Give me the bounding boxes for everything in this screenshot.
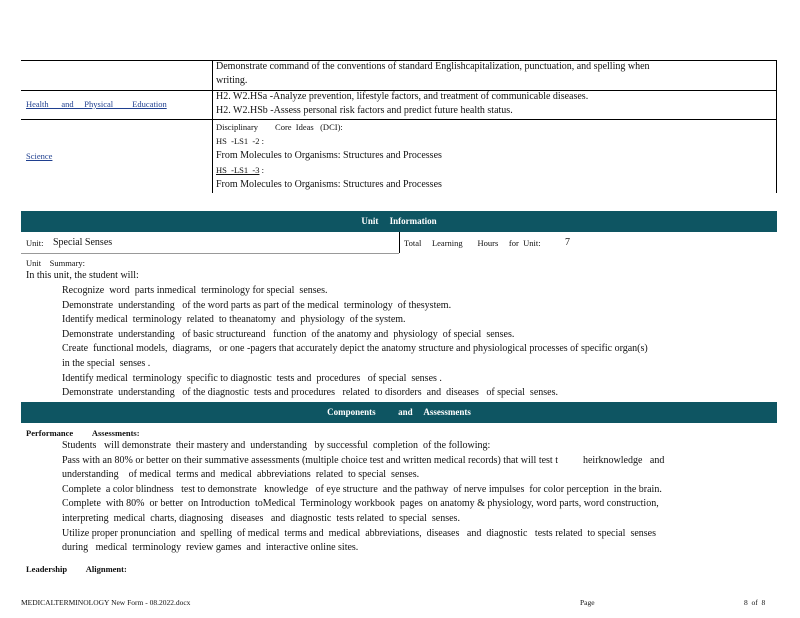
list-item: Identify medical terminology specific to diagnostic tests and procedures of special senses .	[62, 372, 442, 384]
list-item: Identify medical terminology related to theanatomy and physiology of the system.	[62, 314, 406, 326]
unit-label: Unit:	[26, 238, 44, 248]
leadership-alignment-label: Leadership Alignment:	[26, 564, 127, 574]
science-code: HS -LS1 -2 :	[216, 136, 264, 146]
science-code-suffix: :	[259, 165, 264, 175]
total-hours-value: 7	[565, 237, 570, 248]
unit-row-underline	[21, 253, 399, 254]
list-item: Demonstrate understanding of the diagnostic tests and procedures related to disorders and diseases of special senses.	[62, 387, 558, 399]
footer-page-number: 8 of 8	[744, 598, 766, 607]
science-code-underlined: HS -LS1 -3	[216, 165, 260, 175]
footer-filename: MEDICALTERMINOLOGY New Form - 08.2022.docx	[21, 598, 191, 607]
footer-page-label: Page	[580, 598, 595, 607]
science-subject-label: Science	[26, 151, 53, 161]
science-description: From Molecules to Organisms: Structures and Processes	[216, 179, 442, 190]
science-description: From Molecules to Organisms: Structures and Processes	[216, 150, 442, 161]
list-item: Students will demonstrate their mastery and understanding by successful completion of the following:	[62, 440, 491, 451]
ela-standard-line: writing.	[216, 75, 248, 86]
list-item: Complete a color blindness test to demonstrate knowledge of eye structure and the pathway of nerve impulses for color perception in the brain.	[62, 483, 662, 495]
list-item: Create functional models, diagrams, or one -pagers that accurately depict the anatomy structure and physiological processes of specific organ(s) in the special senses .	[62, 343, 648, 369]
table-column-divider	[212, 60, 213, 193]
ela-standard-line: Demonstrate command of the conventions of standard Englishcapitalization, punctuation, and spelling when	[216, 61, 650, 72]
science-code	[216, 165, 264, 175]
unit-name: Special Senses	[53, 237, 113, 248]
list-item: Utilize proper pronunciation and spelling of medical terms and medical abbreviations, diseases and diagnostic tests related to special senses during medical terminology review games and interactive online sites.	[62, 527, 656, 554]
list-item: Complete with 80% or better on Introduction toMedical Terminology workbook pages on anatomy & physiology, word parts, word construction, interpreting medical charts, diagnosing diseases and diagnostic tests related to special senses.	[62, 498, 659, 524]
unit-information-header: Unit Information	[21, 211, 777, 232]
unit-row-divider	[399, 232, 400, 253]
assessments-list	[42, 439, 772, 556]
health-standard-line: H2. W2.HSb -Assess personal risk factors and predict future health status.	[216, 105, 513, 116]
table-border-right	[776, 60, 777, 193]
dci-label: Disciplinary Core Ideas (DCI):	[216, 122, 343, 132]
table-row-divider	[21, 119, 777, 120]
total-hours-label: Total Learning Hours for Unit:	[404, 238, 541, 248]
unit-summary-list	[42, 284, 772, 401]
list-item: Recognize word parts inmedical terminology for special senses.	[62, 285, 328, 296]
health-subject-label: Health and Physical Education	[26, 99, 167, 109]
list-item: Pass with an 80% or better on their summative assessments (multiple choice test and written medical records) that will test t heirknowledge and understanding of medical terms and medical abbreviations related to special senses.	[62, 454, 665, 481]
list-item: Demonstrate understanding of basic structureand function of the anatomy and physiology of special senses.	[62, 328, 515, 340]
list-item: Demonstrate understanding of the word parts as part of the medical terminology of thesystem.	[62, 299, 452, 311]
unit-summary-intro: In this unit, the student will:	[26, 270, 139, 281]
performance-assessments-label: Performance Assessments:	[26, 428, 140, 438]
unit-summary-label: Unit Summary:	[26, 258, 86, 268]
components-assessments-header: Components and Assessments	[21, 402, 777, 423]
health-standard-line: H2. W2.HSa -Analyze prevention, lifestyle factors, and treatment of communicable diseases.	[216, 91, 589, 102]
